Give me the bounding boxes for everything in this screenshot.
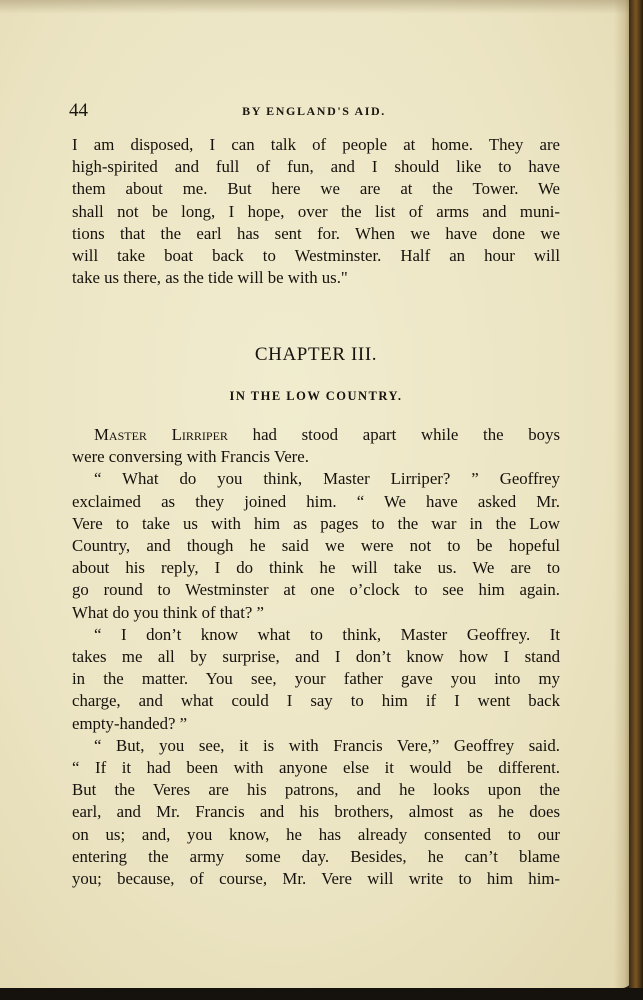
text-line-opening [72, 424, 560, 446]
text-line: But the Veres are his patrons, and he looks upon the [72, 780, 560, 800]
text-line: shall not be long, I hope, over the list of arms and muni- [72, 201, 560, 221]
text-line: on us; and, you know, he has already consented to our [72, 824, 560, 844]
text-line: charge, and what could I say to him if I went back [72, 691, 560, 711]
text-line: you; because, of course, Mr. Vere will write to him him- [72, 869, 560, 889]
text-line: empty-handed? ” [72, 713, 188, 733]
text-line: entering the army some day. Besides, he can’t blame [72, 846, 560, 866]
opening-small-caps: Master Lirriper [94, 425, 228, 444]
chapter-title: CHAPTER III. [254, 344, 378, 365]
text-line: What do you think of that? ” [72, 602, 265, 622]
text-line: in the matter. You see, your father gave you into my [72, 669, 560, 689]
text-line: “ But, you see, it is with Francis Vere,” Geoffrey said. [94, 735, 560, 755]
text-line: Country, and though he said we were not to be hopeful [72, 536, 560, 556]
page-number: 44 [69, 100, 88, 121]
bottom-shadow-band [0, 988, 643, 1000]
text-line: will take boat back to Westminster. Half an hour will [72, 246, 560, 266]
text-line: exclaimed as they joined him. “ We have asked Mr. [72, 491, 560, 511]
text-line: earl, and Mr. Francis and his brothers, almost as he does [72, 802, 560, 822]
text-line: Vere to take us with him as pages to the war in the Low [72, 513, 560, 533]
text-line: go round to Westminster at one o’clock to see him again. [72, 580, 560, 600]
text-line: about his reply, I do think he will take us. We are to [72, 558, 560, 578]
chapter-subtitle: IN THE LOW COUNTRY. [229, 389, 403, 403]
text-line: “ If it had been with anyone else it would be different. [72, 758, 560, 778]
page-top-shadow [0, 0, 632, 14]
running-head [69, 100, 559, 124]
book-binding-edge [629, 0, 643, 1000]
text-line: takes me all by surprise, and I don’t know how I stand [72, 647, 560, 667]
running-title: BY ENGLAND'S AID. [242, 104, 386, 118]
text-line: them about me. But here we are at the Tower. We [72, 179, 560, 199]
text-line: “ What do you think, Master Lirriper? ” Geoffrey [94, 469, 560, 489]
text-line: “ I don’t know what to think, Master Geoffrey. It [94, 624, 560, 644]
text-line: I am disposed, I can talk of people at home. They are [72, 135, 560, 154]
opening-rest: had stood apart while the boys [227, 425, 560, 444]
text-line: tions that the earl has sent for. When we have done we [72, 223, 560, 243]
text-line: high-spirited and full of fun, and I should like to have [72, 157, 560, 177]
chapter-text [72, 424, 560, 890]
text-line: take us there, as the tide will be with us." [72, 268, 348, 288]
top-paragraph [72, 134, 560, 289]
text-line: were conversing with Francis Vere. [72, 447, 309, 467]
